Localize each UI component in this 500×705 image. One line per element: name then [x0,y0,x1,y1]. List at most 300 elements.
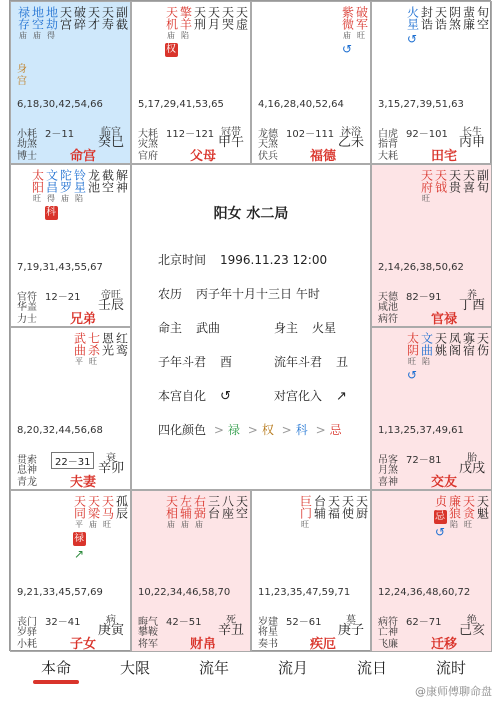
star[interactable] [192,495,206,530]
palace-name: 官禄 [430,312,457,327]
palace-cell-si[interactable] [10,1,131,164]
self-hua-icon: ↺ [406,32,418,46]
changsheng-stage: 帝旺 [101,290,121,301]
star[interactable] [30,6,44,41]
star[interactable] [419,6,433,45]
palace-cell-yin[interactable] [10,490,131,652]
age-list: 11,23,35,47,59,71 [258,587,351,598]
suiqian-star: 龙德 [258,129,278,140]
boshi-star: 大耗 [378,151,398,162]
daxian-range: 32－41 [45,617,81,628]
star-name: 左辅 [178,495,193,519]
suiqian-star: 病符 [378,617,398,628]
daxian-range: 92－101 [406,129,448,140]
star[interactable] [298,495,312,530]
star-name: 天哭 [220,6,235,30]
star-name: 蜚廉 [461,6,476,30]
hua-quan-legend: 权 [261,423,274,437]
palace-name: 子女 [69,637,96,652]
changsheng-stage: 冠带 [221,127,241,138]
star-brightness: 旺 [357,31,365,40]
hua-ke-legend: 科 [295,423,308,437]
opp-hua-icon: ↗ [73,547,85,561]
ganzhi-label: 辛卯 [98,461,125,476]
palace-name: 父母 [189,149,216,164]
star-name: 天寿 [100,6,115,30]
boshi-star: 将军 [138,639,158,650]
age-list: 8,20,32,44,56,68 [17,425,103,436]
star-name: 地劫 [44,6,59,30]
ming-value: 武曲 [196,321,221,335]
zi-doujun-label: 子年斗君 [158,355,207,369]
star-list [72,332,128,367]
age-list: 4,16,28,40,52,64 [258,99,344,110]
star[interactable] [72,495,86,560]
star-name: 擎羊 [178,6,193,30]
star-name: 天才 [86,6,101,30]
star-name: 解神 [114,169,129,193]
star-list [405,332,489,381]
shen-label: 身主 [274,321,299,335]
star-list [433,495,489,538]
boshi-star: 力士 [17,314,37,325]
star[interactable] [58,169,72,220]
star-name: 孤辰 [114,495,129,519]
star-name: 天府 [419,169,434,193]
star[interactable] [447,495,461,538]
boshi-star: 伏兵 [258,151,278,162]
star[interactable] [354,6,368,55]
shengong-marker: 身宫 [17,64,27,87]
star-name: 右弼 [192,495,207,519]
star-name: 红鸾 [114,332,129,356]
star-name: 贞 [433,495,448,507]
palace-name: 福德 [309,149,336,164]
star[interactable] [114,6,128,41]
suiqian-star: 晦气 [138,617,158,628]
star[interactable] [100,332,114,367]
suiqian-star: 大耗 [138,129,158,140]
star[interactable] [86,6,100,41]
palace-name: 兄弟 [69,312,96,327]
star-name: 阴煞 [447,6,462,30]
boshi-star: 官府 [138,151,158,162]
ganzhi-label: 壬辰 [98,298,125,313]
star-brightness: 庙 [195,520,203,529]
tab-liushi[interactable]: 流时 [435,659,466,677]
star-name: 天同 [72,495,87,519]
suiqian-star: 白虎 [378,129,398,140]
ganzhi-label: 庚寅 [98,623,125,638]
star-name: 破军 [354,6,369,30]
daxian-range: 82－91 [406,292,442,303]
liunian-doujun-label: 流年斗君 [274,355,323,369]
star-brightness: 庙 [181,520,189,529]
star-brightness: 旺 [89,357,97,366]
active-tab-indicator [33,680,79,684]
palace-name: 迁移 [430,637,457,652]
sihua-badge: 科 [46,207,56,218]
star[interactable] [475,495,489,538]
star[interactable] [405,332,419,381]
changsheng-stage: 衰 [106,453,116,464]
star[interactable] [100,495,114,560]
age-list: 7,19,31,43,55,67 [17,262,103,273]
star-list [30,169,128,220]
star-name: 天虚 [234,6,249,30]
daxian-range: 72－81 [406,455,442,466]
star[interactable] [312,495,326,530]
lunar-label: 农历 [158,287,183,301]
star-brightness: 旺 [464,520,472,529]
star[interactable] [475,332,489,381]
suiqian-star: 贯索 [17,455,37,466]
star-name: 天梁 [86,495,101,519]
palace-name: 疾厄 [309,637,336,652]
star-name: 副截 [114,6,129,30]
star[interactable] [354,495,368,530]
star-name: 副旬 [475,169,490,193]
star-list [16,6,128,41]
jiangqian-star: 指背 [378,139,398,150]
star-brightness: 旺 [33,194,41,203]
star-brightness: 陷 [422,357,430,366]
age-list: 6,18,30,42,54,66 [17,99,103,110]
star-name: 八座 [220,495,235,519]
star[interactable] [433,6,447,45]
star[interactable] [206,495,220,530]
palace-name: 田宅 [430,149,457,164]
star-brightness: 得 [47,194,55,203]
star[interactable] [114,332,128,367]
star[interactable] [192,6,206,57]
boshi-star: 喜神 [378,477,398,488]
star[interactable] [405,6,419,45]
suiqian-star: 天德 [378,292,398,303]
star[interactable] [475,169,489,204]
lunar-value: 丙子年十月十三日 午时 [196,287,320,301]
daxian-range: 112－121 [166,129,215,140]
star-brightness: 庙 [167,520,175,529]
star[interactable] [447,6,461,45]
star-name: 铃星 [72,169,87,193]
boshi-star: 青龙 [17,477,37,488]
tab-liuri[interactable]: 流日 [356,659,387,677]
star-name: 天姚 [433,332,448,356]
bottom-tab-bar [0,653,500,705]
star-name: 天空 [234,495,249,519]
star-name: 天诰 [433,6,448,30]
suiqian-star: 丧门 [17,617,37,628]
star-brightness: 旺 [422,194,430,203]
star-brightness: 陷 [450,520,458,529]
palace-cell-chen[interactable] [10,164,131,327]
star[interactable] [461,495,475,538]
star-name: 旬空 [475,6,490,30]
star[interactable] [86,332,100,367]
star[interactable] [164,495,178,530]
star-name: 天贵 [447,169,462,193]
self-hua-icon: ↺ [220,389,231,404]
palace-name: 交友 [430,475,457,490]
star[interactable] [86,495,100,560]
star-name: 紫微 [340,6,355,30]
ganzhi-label: 辛丑 [218,623,245,638]
star-brightness: 平 [75,357,83,366]
hua-ji-legend: 忌 [329,423,342,437]
boshi-star: 飞廉 [378,639,398,650]
star[interactable] [86,169,100,220]
changsheng-stage: 绝 [467,615,477,626]
ganzhi-label: 己亥 [459,623,486,638]
jiangqian-star: 息神 [17,465,37,476]
jiangqian-star: 华盖 [17,302,37,313]
star[interactable] [72,6,86,41]
star[interactable] [164,6,178,57]
star[interactable] [340,6,354,55]
age-list: 1,13,25,37,49,61 [378,425,464,436]
palace-cell-zi[interactable] [251,490,371,652]
star[interactable] [461,169,475,204]
time-label: 北京时间 [158,253,207,267]
star-brightness: 旺 [103,520,111,529]
star-name: 太阳 [30,169,45,193]
star-name: 太阴 [405,332,420,356]
star[interactable] [475,6,489,45]
daxian-range: 12－21 [45,292,81,303]
star[interactable] [419,332,433,381]
star-name: 天魁 [475,495,490,519]
star-list [164,495,248,530]
palace-name: 命宫 [69,149,96,164]
palace-cell-wei[interactable] [251,1,371,164]
jiangqian-star: 灾煞 [138,139,158,150]
self-hua-icon: ↺ [434,525,446,539]
age-list: 5,17,29,41,53,65 [138,99,224,110]
star-name: 天刑 [192,6,207,30]
jiangqian-star: 亡神 [378,627,398,638]
star-brightness: 庙 [89,520,97,529]
star-name: 火星 [405,6,420,30]
star-brightness: 庙 [61,194,69,203]
suiqian-star: 小耗 [17,129,37,140]
palace-cell-shen[interactable] [371,1,492,164]
star[interactable] [178,495,192,530]
changsheng-stage: 长生 [462,127,482,138]
star-brightness: 庙 [167,31,175,40]
boshi-star: 奏书 [258,639,278,650]
star-name: 凤阁 [447,332,462,356]
ganzhi-label: 庚子 [338,623,365,638]
star-brightness: 得 [47,31,55,40]
opp-hua-icon: ↗ [336,389,347,404]
suiqian-star: 岁建 [258,617,278,628]
star-name: 截空 [100,169,115,193]
self-hua-label: 本宫自化 [158,389,207,403]
jiangqian-star: 天煞 [258,139,278,150]
boshi-star: 博士 [17,151,37,162]
chart-title: 阳女 水二局 [213,206,289,222]
star[interactable] [220,6,234,57]
star[interactable] [30,169,44,220]
star-name: 天喜 [461,169,476,193]
star-brightness: 庙 [33,31,41,40]
star-name: 破碎 [72,6,87,30]
daxian-range-highlight: 22－31 [51,452,94,469]
star-list [419,169,489,204]
star[interactable] [100,169,114,220]
star-name: 地空 [30,6,45,30]
boshi-star: 病符 [378,314,398,325]
palace-cell-wu[interactable] [131,1,251,164]
palace-name: 财帛 [189,637,216,652]
changsheng-stage: 胎 [467,453,477,464]
palace-cell-you[interactable] [371,164,492,327]
daxian-range: 52－61 [286,617,322,628]
ganzhi-label: 乙未 [338,135,365,150]
shen-value: 火星 [312,321,337,335]
star[interactable] [234,495,248,530]
star[interactable] [461,6,475,45]
ziwei-chart [9,0,491,651]
star-list [72,495,128,560]
star[interactable] [58,6,72,41]
star-brightness: 陷 [181,31,189,40]
palace-cell-xu[interactable] [371,327,492,490]
tab-benming[interactable]: 本命 [40,659,71,677]
self-hua-icon: ↺ [341,42,353,56]
changsheng-stage: 病 [106,615,116,626]
star-name: 封诰 [419,6,434,30]
star-list [405,6,489,45]
palace-cell-hai[interactable] [371,490,492,652]
changsheng-stage: 临官 [101,127,121,138]
star[interactable] [433,332,447,381]
ganzhi-label: 癸巳 [98,135,125,150]
tab-liuyue[interactable]: 流月 [277,659,308,677]
ming-label: 命主 [158,321,183,335]
star[interactable] [114,169,128,220]
star-brightness: 庙 [343,31,351,40]
star[interactable] [72,169,86,220]
star-brightness: 庙 [19,31,27,40]
star-name: 恩光 [100,332,115,356]
daxian-range: 2－11 [45,129,75,140]
star-name: 禄存 [16,6,31,30]
star-name: 廉狼 [447,495,462,519]
star-list [164,6,248,57]
suiqian-star: 官符 [17,292,37,303]
star[interactable] [340,495,354,530]
star[interactable] [447,332,461,381]
star[interactable] [234,6,248,57]
jiangqian-star: 咸池 [378,302,398,313]
ganzhi-label: 丙申 [459,135,486,150]
tab-liunian[interactable]: 流年 [198,659,229,677]
star[interactable] [220,495,234,530]
star-name: 文曲 [419,332,434,356]
star[interactable] [16,6,30,41]
star[interactable] [433,495,447,538]
star[interactable] [44,169,58,220]
hua-color-label: 四化颜色 [158,423,207,437]
suiqian-star: 吊客 [378,455,398,466]
star-name: 三台 [206,495,221,519]
age-list: 3,15,27,39,51,63 [378,99,464,110]
jiangqian-star: 劫煞 [17,139,37,150]
star[interactable] [447,169,461,204]
changsheng-stage: 墓 [346,615,356,626]
zi-doujun-value: 酉 [220,355,233,369]
age-list: 9,21,33,45,57,69 [17,587,103,598]
jiangqian-star: 月煞 [378,465,398,476]
daxian-range: 42－51 [166,617,202,628]
hua-lu-legend: 禄 [227,423,240,437]
star-name: 陀罗 [58,169,73,193]
star[interactable] [100,6,114,41]
star-name: 七杀 [86,332,101,356]
star[interactable] [461,332,475,381]
sihua-badge: 忌 [435,511,445,522]
star[interactable] [178,6,192,57]
tab-daxian[interactable]: 大限 [119,659,150,677]
sihua-badge: 禄 [74,533,84,544]
center-info-panel: 阳女 水二局 北京时间 1996.11.23 12:00 农历 丙子年十月十三日 午时 命主 武曲 身主 火星 子年斗君 酉 流年斗君 丑 本宫自化 ↺ 对宫化入 ↗ 四化颜色 > 禄 > 权 > 科 > 忌 [131,164,371,490]
star-name: 天相 [164,495,179,519]
time-value: 1996.11.23 12:00 [220,253,328,267]
boshi-star: 小耗 [17,639,37,650]
star-name: 天钺 [433,169,448,193]
star[interactable] [326,495,340,530]
changsheng-stage: 死 [226,615,236,626]
star-brightness: 平 [75,520,83,529]
changsheng-stage: 养 [467,290,477,301]
star-name: 寡宿 [461,332,476,356]
star-name: 天使 [340,495,355,519]
star-name: 武曲 [72,332,87,356]
star-name: 天月 [206,6,221,30]
star-name: 天马 [100,495,115,519]
star-brightness: 陷 [75,194,83,203]
star-list [340,6,368,55]
jiangqian-star: 将星 [258,627,278,638]
palace-cell-mao[interactable] [10,327,131,490]
ganzhi-label: 丁酉 [459,298,486,313]
star[interactable] [433,169,447,204]
changsheng-stage: 沐浴 [341,127,361,138]
age-list: 10,22,34,46,58,70 [138,587,231,598]
star[interactable] [206,6,220,57]
daxian-range: 62－71 [406,617,442,628]
star-name: 文昌 [44,169,59,193]
palace-name: 夫妻 [69,475,96,490]
jiangqian-star: 岁驿 [17,627,37,638]
jiangqian-star: 攀鞍 [138,627,158,638]
star[interactable] [72,332,86,367]
star[interactable] [44,6,58,41]
star[interactable] [114,495,128,560]
star-list [298,495,368,530]
star-name: 巨门 [298,495,313,519]
star-name: 天福 [326,495,341,519]
age-list: 2,14,26,38,50,62 [378,262,464,273]
star-name: 台辅 [312,495,327,519]
palace-cell-chou[interactable] [131,490,251,652]
opp-hua-label: 对宫化入 [274,389,323,403]
star-name: 龙池 [86,169,101,193]
star[interactable] [419,169,433,204]
daxian-range: 102－111 [286,129,335,140]
